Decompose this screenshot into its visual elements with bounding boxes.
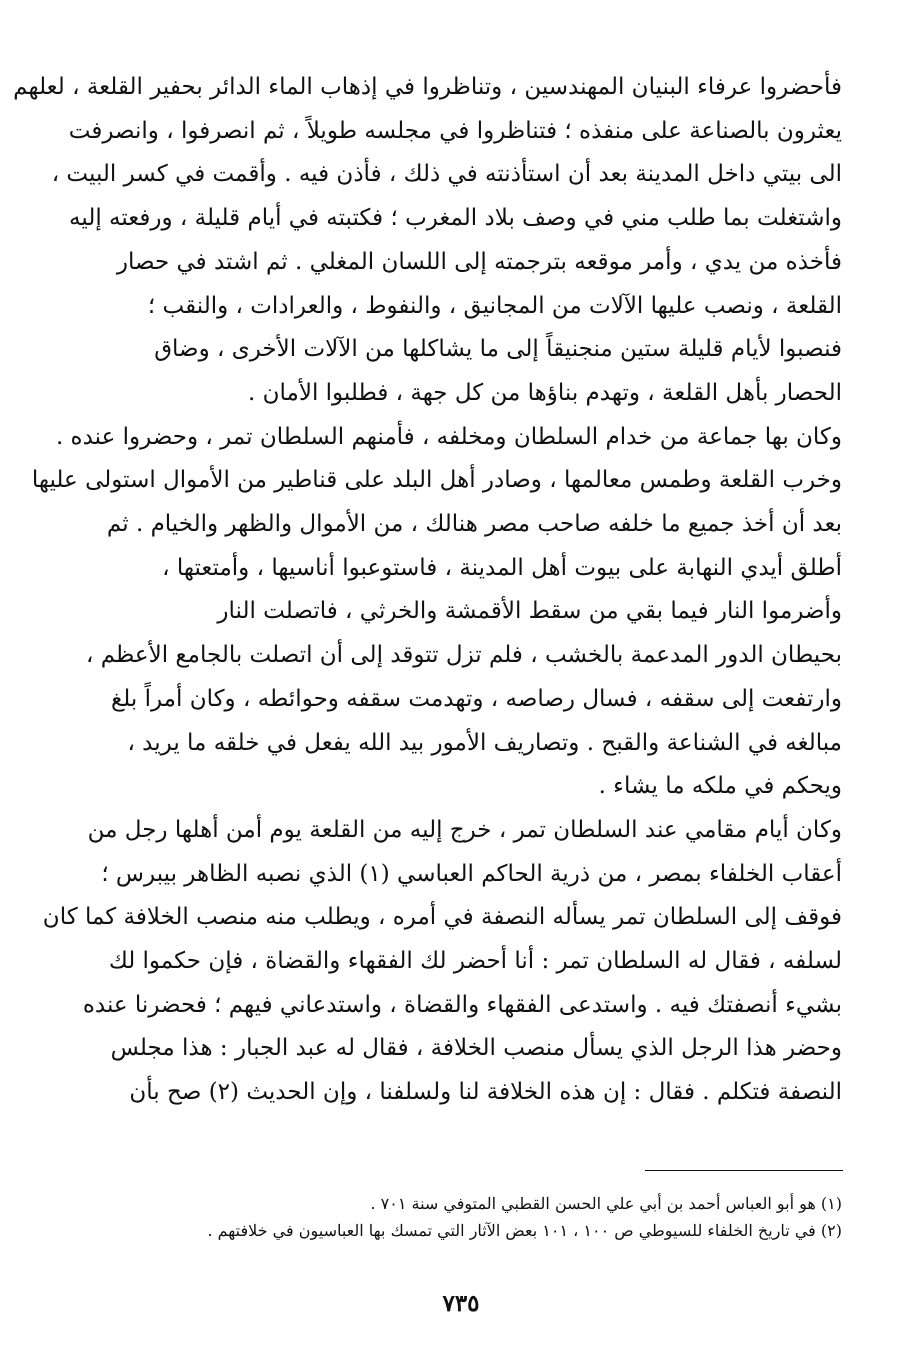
footnote-1: (١) هو أبو العباس أحمد بن أبي علي الحسن القطبي المتوفي سنة ٧٠١ . — [370, 1194, 842, 1213]
text-line: وارتفعت إلى سقفه ، فسال رصاصه ، وتهدمت سقفه وحوائطه ، وكان أمراً بلغ — [111, 685, 842, 712]
text-line: وخرب القلعة وطمس معالمها ، وصادر أهل البلد على قناطير من الأموال استولى عليها — [31, 467, 842, 494]
text-line: مبالغه في الشناعة والقبح . وتصاريف الأمور بيد الله يفعل في خلقه ما يريد ، — [127, 729, 842, 756]
text-line: أطلق أيدي النهابة على بيوت أهل المدينة ، فاستوعبوا أناسيها ، وأمتعتها ، — [162, 554, 842, 581]
text-line: بحيطان الدور المدعمة بالخشب ، فلم تزل تتوقد إلى أن اتصلت بالجامع الأعظم ، — [85, 642, 842, 669]
text-line: فأخذه من يدي ، وأمر موقعه بترجمته إلى اللسان المغلي . ثم اشتد في حصار — [116, 248, 842, 275]
text-line: وحضر هذا الرجل الذي يسأل منصب الخلافة ، فقال له عبد الجبار : هذا مجلس — [110, 1035, 842, 1062]
text-line: فنصبوا لأيام قليلة ستين منجنيقاً إلى ما يشاكلها من الآلات الأخرى ، وضاق — [154, 336, 842, 363]
text-line: ويحكم في ملكه ما يشاء . — [598, 773, 842, 800]
footnote-divider — [645, 1170, 843, 1171]
text-line: أعقاب الخلفاء بمصر ، من ذرية الحاكم العباسي (١) الذي نصبه الظاهر بيبرس ؛ — [101, 860, 842, 887]
text-line: الى بيتي داخل المدينة بعد أن استأذنته في ذلك ، فأذن فيه . وأقمت في كسر البيت ، — [51, 161, 842, 188]
text-line: واشتغلت بما طلب مني في وصف بلاد المغرب ؛ فكتبته في أيام قليلة ، ورفعته إليه — [69, 205, 842, 232]
text-line: فأحضروا عرفاء البنيان المهندسين ، وتناظروا في إذهاب الماء الدائر بحفير القلعة ، لعلهم — [13, 74, 842, 100]
body-text — [13, 66, 842, 1115]
footnote-2: (٢) في تاريخ الخلفاء للسيوطي ص ١٠٠ ، ١٠١ بعض الآثار التي تمسك بها العباسيون في خلافتهم . — [207, 1221, 842, 1240]
text-line: القلعة ، ونصب عليها الآلات من المجانيق ، والنفوط ، والعرادات ، والنقب ؛ — [147, 292, 842, 319]
text-line: لسلفه ، فقال له السلطان تمر : أنا أحضر لك الفقهاء والقضاة ، فإن حكموا لك — [108, 948, 842, 975]
text-line: بشيء أنصفتك فيه . واستدعى الفقهاء والقضاة ، واستدعاني فيهم ؛ فحضرنا عنده — [82, 991, 842, 1018]
text-line: بعد أن أخذ جميع ما خلفه صاحب مصر هنالك ، من الأموال والظهر والخيام . ثم — [106, 511, 842, 538]
text-line: وكان بها جماعة من خدام السلطان ومخلفه ، فأمنهم السلطان تمر ، وحضروا عنده . — [55, 423, 842, 450]
text-line: يعثرون بالصناعة على منفذه ؛ فتناظروا في مجلسه طويلاً ، ثم انصرفوا ، وانصرفت — [68, 117, 842, 144]
text-line: وأضرموا النار فيما بقي من سقط الأقمشة والخرثي ، فاتصلت النار — [217, 598, 842, 625]
text-line: وكان أيام مقامي عند السلطان تمر ، خرج إليه من القلعة يوم أمن أهلها رجل من — [87, 816, 842, 843]
page-number: ٧٣٥ — [442, 1290, 480, 1317]
text-line: النصفة فتكلم . فقال : إن هذه الخلافة لنا ولسلفنا ، وإن الحديث (٢) صح بأن — [129, 1079, 842, 1106]
text-line: فوقف إلى السلطان تمر يسأله النصفة في أمره ، ويطلب منه منصب الخلافة كما كان — [42, 904, 842, 931]
text-line: الحصار بأهل القلعة ، وتهدم بناؤها من كل جهة ، فطلبوا الأمان . — [247, 379, 842, 406]
footnotes — [142, 1190, 842, 1244]
